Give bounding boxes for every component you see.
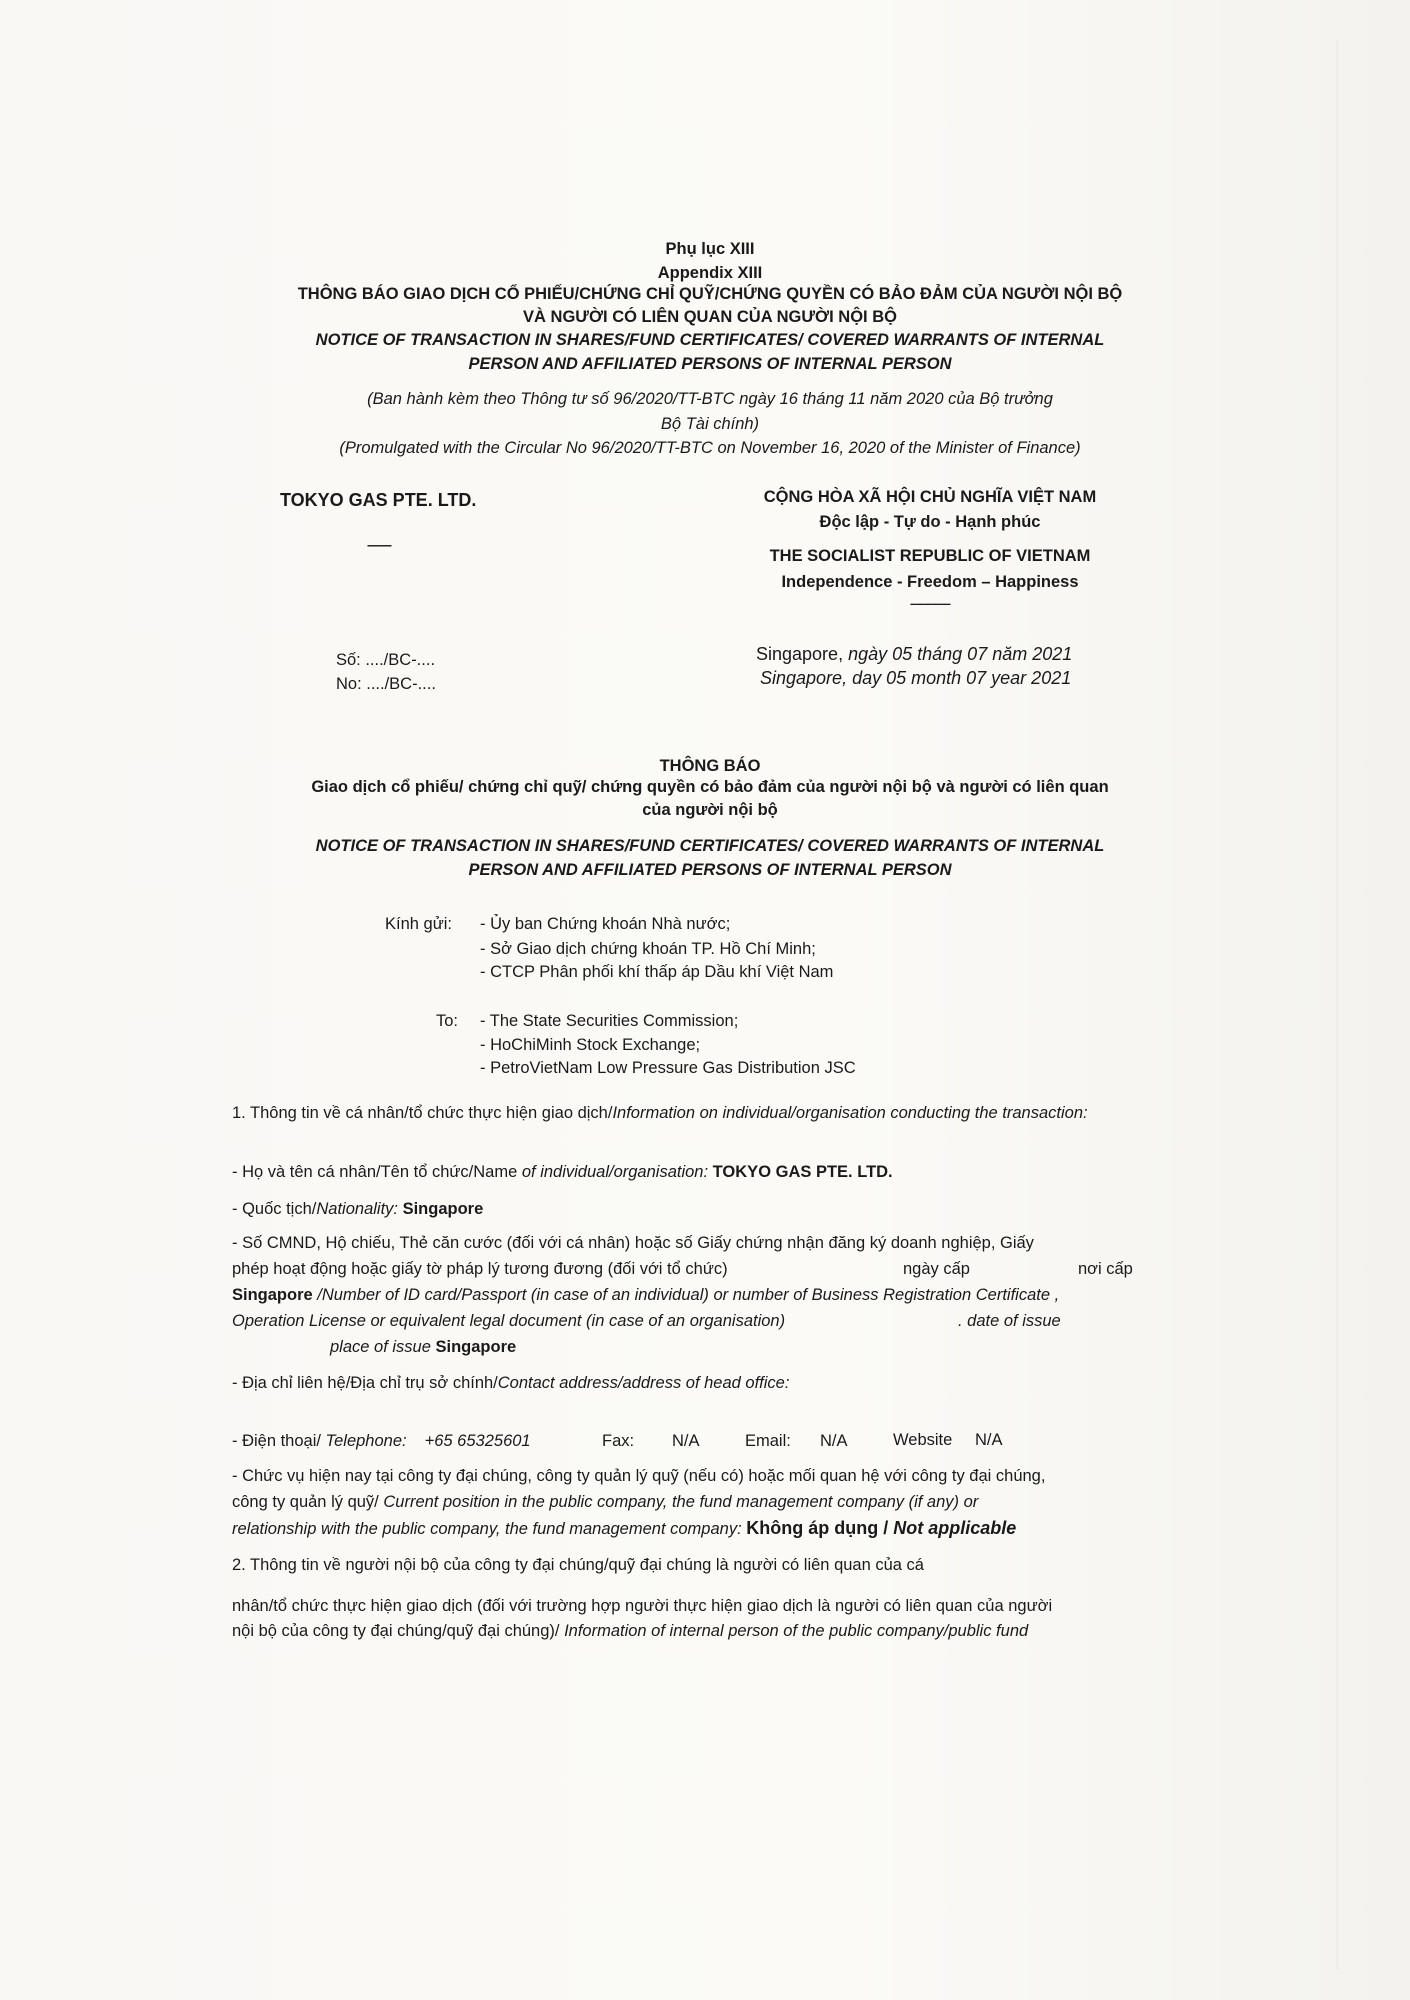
company-divider: -------- bbox=[367, 538, 391, 552]
recipient-vi-1: - Ủy ban Chứng khoán Nhà nước; bbox=[480, 915, 731, 933]
email-value: N/A bbox=[820, 1432, 848, 1450]
republic-vi-name: CỘNG HÒA XÃ HỘI CHỦ NGHĨA VIỆT NAM bbox=[763, 488, 1097, 506]
recipient-vi-2: - Sở Giao dịch chứng khoán TP. Hồ Chí Minh; bbox=[480, 940, 816, 958]
phone-value: +65 65325601 bbox=[424, 1432, 531, 1450]
recipients-label-en: To: bbox=[436, 1012, 459, 1030]
section1-heading-vi: 1. Thông tin về cá nhân/tổ chức thực hiện giao dịch/ bbox=[232, 1104, 613, 1122]
website-label: Website bbox=[893, 1431, 953, 1449]
section1-heading-en: Information on individual/organisation conducting the transaction: bbox=[612, 1104, 1088, 1122]
date-vi-value: ngày 05 tháng 07 năm 2021 bbox=[848, 644, 1073, 664]
section2-line1: 2. Thông tin về người nội bộ của công ty đại chúng/quỹ đại chúng là người có liên quan của cá bbox=[232, 1556, 924, 1574]
position-line2-en: Current position in the public company, the fund management company (if any) or bbox=[383, 1493, 979, 1511]
republic-divider: --------------- bbox=[910, 598, 950, 610]
promulgated-vi-line2: Bộ Tài chính) bbox=[660, 415, 760, 433]
id-line1: - Số CMND, Hộ chiếu, Thẻ căn cước (đối với cá nhân) hoặc số Giấy chứng nhận đăng ký doanh nghiệp, Giấy bbox=[232, 1234, 1034, 1252]
id-date-label: ngày cấp bbox=[903, 1260, 970, 1278]
republic-vi-motto: Độc lập - Tự do - Hạnh phúc bbox=[819, 513, 1041, 531]
republic-en-name: THE SOCIALIST REPUBLIC OF VIETNAM bbox=[769, 547, 1091, 565]
recipient-en-1: - The State Securities Commission; bbox=[480, 1012, 739, 1030]
company-name: TOKYO GAS PTE. LTD. bbox=[280, 490, 477, 510]
nationality-value: Singapore bbox=[402, 1200, 484, 1218]
title-en-line1: NOTICE OF TRANSACTION IN SHARES/FUND CERTIFICATES/ COVERED WARRANTS OF INTERNAL bbox=[315, 331, 1105, 349]
id-en-place-value: Singapore bbox=[435, 1338, 517, 1356]
date-vi-place: Singapore, bbox=[756, 644, 849, 664]
title-vi-line1: THÔNG BÁO GIAO DỊCH CỔ PHIẾU/CHỨNG CHỈ QUỸ/CHỨNG QUYỀN CÓ BẢO ĐẢM CỦA NGƯỜI NỘI BỘ bbox=[297, 285, 1123, 303]
republic-en-motto: Independence - Freedom – Happiness bbox=[781, 573, 1079, 591]
section2-line3 bbox=[232, 1622, 1028, 1641]
id-en-place bbox=[330, 1338, 516, 1357]
name-label-vi: - Họ và tên cá nhân/Tên tổ chức/Name bbox=[232, 1163, 522, 1181]
position-value-sep: / bbox=[878, 1518, 894, 1538]
address-label-en: Contact address/address of head office: bbox=[497, 1374, 790, 1392]
section2-line3-en: Information of internal person of the public company/public fund bbox=[564, 1622, 1029, 1640]
position-line3 bbox=[232, 1518, 1016, 1539]
notice-subtitle-en-line1: NOTICE OF TRANSACTION IN SHARES/FUND CERTIFICATES/ COVERED WARRANTS OF INTERNAL bbox=[315, 837, 1105, 855]
name-label-en: of individual/organisation: bbox=[521, 1163, 713, 1181]
date-en: Singapore, day 05 month 07 year 2021 bbox=[760, 668, 1072, 688]
promulgated-vi-line1: (Ban hành kèm theo Thông tư số 96/2020/TT-BTC ngày 16 tháng 11 năm 2020 của Bộ trưởng bbox=[367, 390, 1053, 408]
notice-heading: THÔNG BÁO bbox=[659, 757, 761, 775]
page-edge-shadow bbox=[1336, 40, 1340, 1970]
id-en-line2: Operation License or equivalent legal document (in case of an organisation) bbox=[232, 1312, 786, 1330]
section2-line3-vi: nội bộ của công ty đại chúng/quỹ đại chúng)/ bbox=[232, 1622, 565, 1640]
email-label: Email: bbox=[745, 1432, 791, 1450]
name-value: TOKYO GAS PTE. LTD. bbox=[712, 1163, 893, 1181]
phone-label-vi: - Điện thoại/ bbox=[232, 1432, 326, 1450]
recipient-en-2: - HoChiMinh Stock Exchange; bbox=[480, 1036, 701, 1054]
recipient-en-3: - PetroVietNam Low Pressure Gas Distribution JSC bbox=[480, 1059, 856, 1077]
phone-label-en: Telephone: bbox=[325, 1432, 407, 1450]
id-en-line1 bbox=[232, 1286, 1059, 1305]
recipients-label-vi: Kính gửi: bbox=[385, 915, 452, 933]
notice-subtitle-en-line2: PERSON AND AFFILIATED PERSONS OF INTERNAL PERSON bbox=[468, 861, 952, 879]
position-line1: - Chức vụ hiện nay tại công ty đại chúng, công ty quản lý quỹ (nếu có) hoặc mối quan hệ với công ty đại chúng, bbox=[232, 1467, 1046, 1485]
position-line2-vi: công ty quản lý quỹ/ bbox=[232, 1493, 384, 1511]
title-vi-line2: VÀ NGƯỜI CÓ LIÊN QUAN CỦA NGƯỜI NỘI BỘ bbox=[523, 308, 897, 326]
notice-subtitle-vi-line1: Giao dịch cổ phiếu/ chứng chỉ quỹ/ chứng quyền có bảo đảm của người nội bộ và người có liên quan bbox=[311, 778, 1109, 796]
position-line2 bbox=[232, 1493, 978, 1512]
address-line bbox=[232, 1374, 789, 1393]
id-line2: phép hoạt động hoặc giấy tờ pháp lý tương đương (đối với tổ chức) bbox=[232, 1260, 728, 1278]
nationality-label-en: Nationality: bbox=[316, 1200, 403, 1218]
id-en-date: . date of issue bbox=[958, 1312, 1061, 1330]
position-line3-en: relationship with the public company, the fund management company: bbox=[232, 1520, 747, 1538]
position-value-vi: Không áp dụng bbox=[746, 1518, 879, 1538]
id-place-value: Singapore bbox=[232, 1286, 313, 1304]
fax-label: Fax: bbox=[602, 1432, 635, 1450]
fax-value: N/A bbox=[672, 1432, 700, 1450]
promulgated-en: (Promulgated with the Circular No 96/2020/TT-BTC on November 16, 2020 of the Minister of Finance) bbox=[339, 439, 1081, 457]
reference-so: Số: ..../BC-.... bbox=[336, 651, 436, 669]
title-en-line2: PERSON AND AFFILIATED PERSONS OF INTERNAL PERSON bbox=[468, 355, 952, 373]
date-vi bbox=[756, 644, 1072, 665]
position-value-en: Not applicable bbox=[893, 1518, 1017, 1538]
id-place-label: nơi cấp bbox=[1078, 1260, 1133, 1278]
notice-subtitle-vi-line2: của người nội bộ bbox=[642, 801, 778, 819]
website-value: N/A bbox=[975, 1431, 1003, 1449]
name-line bbox=[232, 1163, 893, 1182]
recipient-vi-3: - CTCP Phân phối khí thấp áp Dầu khí Việt Nam bbox=[480, 963, 834, 981]
section2-line2: nhân/tổ chức thực hiện giao dịch (đối với trường hợp người thực hiện giao dịch là người có liên quan của người bbox=[232, 1597, 1053, 1615]
reference-no: No: ..../BC-.... bbox=[336, 675, 436, 693]
section1-heading bbox=[232, 1100, 1162, 1127]
appendix-vi: Phụ lục XIII bbox=[665, 240, 755, 258]
nationality-line bbox=[232, 1200, 483, 1219]
appendix-en: Appendix XIII bbox=[657, 264, 763, 282]
phone-line bbox=[232, 1432, 531, 1451]
address-label-vi: - Địa chỉ liên hệ/Địa chỉ trụ sở chính/ bbox=[232, 1374, 498, 1392]
id-en-place-label: place of issue bbox=[330, 1338, 436, 1356]
id-en-line1-text: /Number of ID card/Passport (in case of an individual) or number of Business Registration Certificate , bbox=[312, 1286, 1060, 1304]
nationality-label-vi: - Quốc tịch/ bbox=[232, 1200, 317, 1218]
